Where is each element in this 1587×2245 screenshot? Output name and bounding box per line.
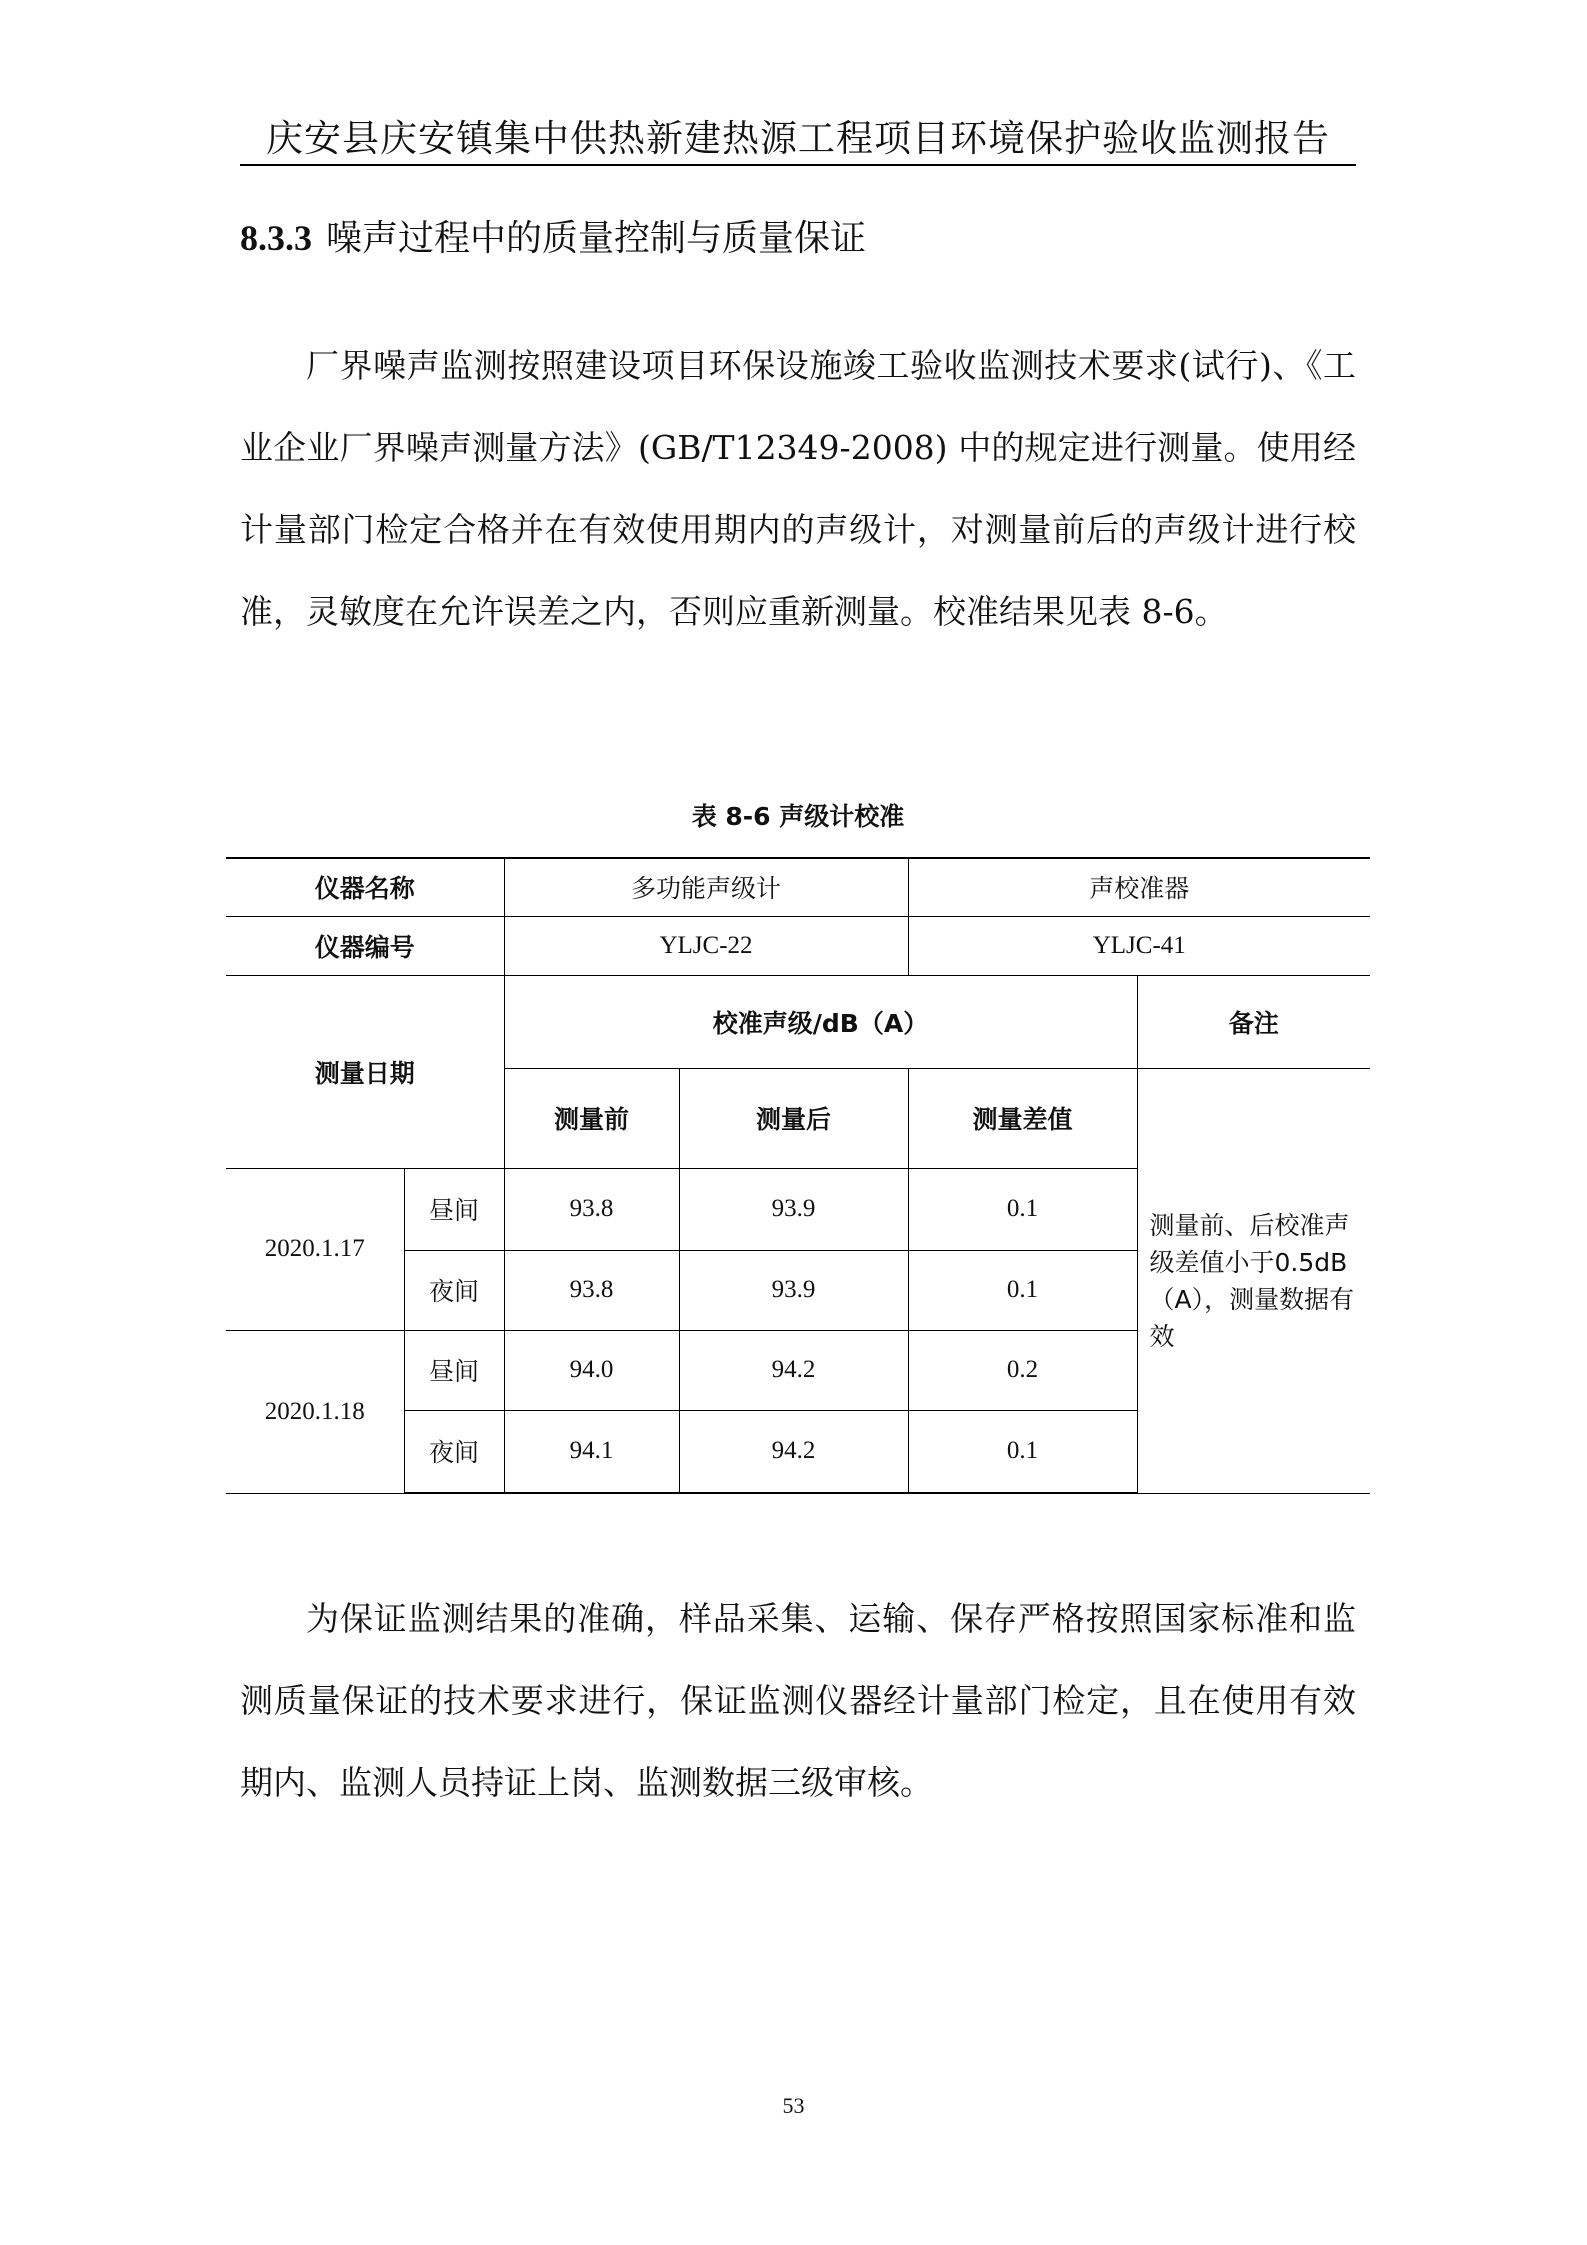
table-row bbox=[226, 858, 1370, 916]
before-cell: 94.0 bbox=[504, 1330, 679, 1410]
paragraph-quality-assurance: 为保证监测结果的准确，样品采集、运输、保存严格按照国家标准和监测质量保证的技术要求进行，保证监测仪器经计量部门检定，且在使用有效期内、监测人员持证上岗、监测数据三级审核。 bbox=[240, 1599, 1356, 1802]
remark-text: 测量前、后校准声级差值小于0.5dB（A），测量数据有效 bbox=[1137, 1068, 1370, 1493]
diff-label: 测量差值 bbox=[908, 1068, 1137, 1168]
period-cell: 夜间 bbox=[404, 1410, 504, 1493]
period-cell: 夜间 bbox=[404, 1250, 504, 1330]
diff-cell: 0.1 bbox=[908, 1250, 1137, 1330]
table-caption: 表 8-6 声级计校准 bbox=[691, 802, 905, 831]
header-divider bbox=[240, 164, 1356, 166]
diff-cell: 0.1 bbox=[908, 1168, 1137, 1250]
table-row bbox=[226, 975, 1370, 1068]
period-cell: 昼间 bbox=[404, 1168, 504, 1250]
diff-cell: 0.2 bbox=[908, 1330, 1137, 1410]
period-cell: 昼间 bbox=[404, 1330, 504, 1410]
after-cell: 94.2 bbox=[679, 1410, 908, 1493]
instrument-id-label: 仪器编号 bbox=[226, 916, 504, 975]
section-heading bbox=[240, 210, 866, 261]
remark-label: 备注 bbox=[1137, 975, 1370, 1068]
instrument-2-name: 声校准器 bbox=[908, 858, 1370, 916]
measure-date-label: 测量日期 bbox=[226, 975, 504, 1168]
after-label: 测量后 bbox=[679, 1068, 908, 1168]
after-cell: 94.2 bbox=[679, 1330, 908, 1410]
before-cell: 93.8 bbox=[504, 1250, 679, 1330]
calib-level-label: 校准声级/dB（A） bbox=[504, 975, 1137, 1068]
instrument-1-name: 多功能声级计 bbox=[504, 858, 908, 916]
before-cell: 93.8 bbox=[504, 1168, 679, 1250]
date-cell: 2020.1.18 bbox=[226, 1330, 404, 1493]
date-cell: 2020.1.17 bbox=[226, 1168, 404, 1330]
table-row bbox=[226, 916, 1370, 975]
paragraph-noise-monitoring: 厂界噪声监测按照建设项目环保设施竣工验收监测技术要求(试行)、《工业企业厂界噪声测量方法》(GB/T12349-2008) 中的规定进行测量。使用经计量部门检定合格并在有效使用期内的声级计，对测量前后的声级计进行校准，灵敏度在允许误差之内，否则应重新测量。校准结果见表 8-6。 bbox=[240, 346, 1356, 631]
after-cell: 93.9 bbox=[679, 1168, 908, 1250]
report-header-title: 庆安县庆安镇集中供热新建热源工程项目环境保护验收监测报告 bbox=[266, 117, 1330, 160]
section-title: 噪声过程中的质量控制与质量保证 bbox=[326, 218, 867, 259]
instrument-name-label: 仪器名称 bbox=[226, 858, 504, 916]
page-number: 53 bbox=[782, 2093, 805, 2118]
after-cell: 93.9 bbox=[679, 1250, 908, 1330]
calibration-table bbox=[226, 857, 1370, 1494]
instrument-2-id: YLJC-41 bbox=[908, 916, 1370, 975]
diff-cell: 0.1 bbox=[908, 1410, 1137, 1493]
section-number: 8.3.3 bbox=[240, 218, 312, 258]
instrument-1-id: YLJC-22 bbox=[504, 916, 908, 975]
before-cell: 94.1 bbox=[504, 1410, 679, 1493]
before-label: 测量前 bbox=[504, 1068, 679, 1168]
